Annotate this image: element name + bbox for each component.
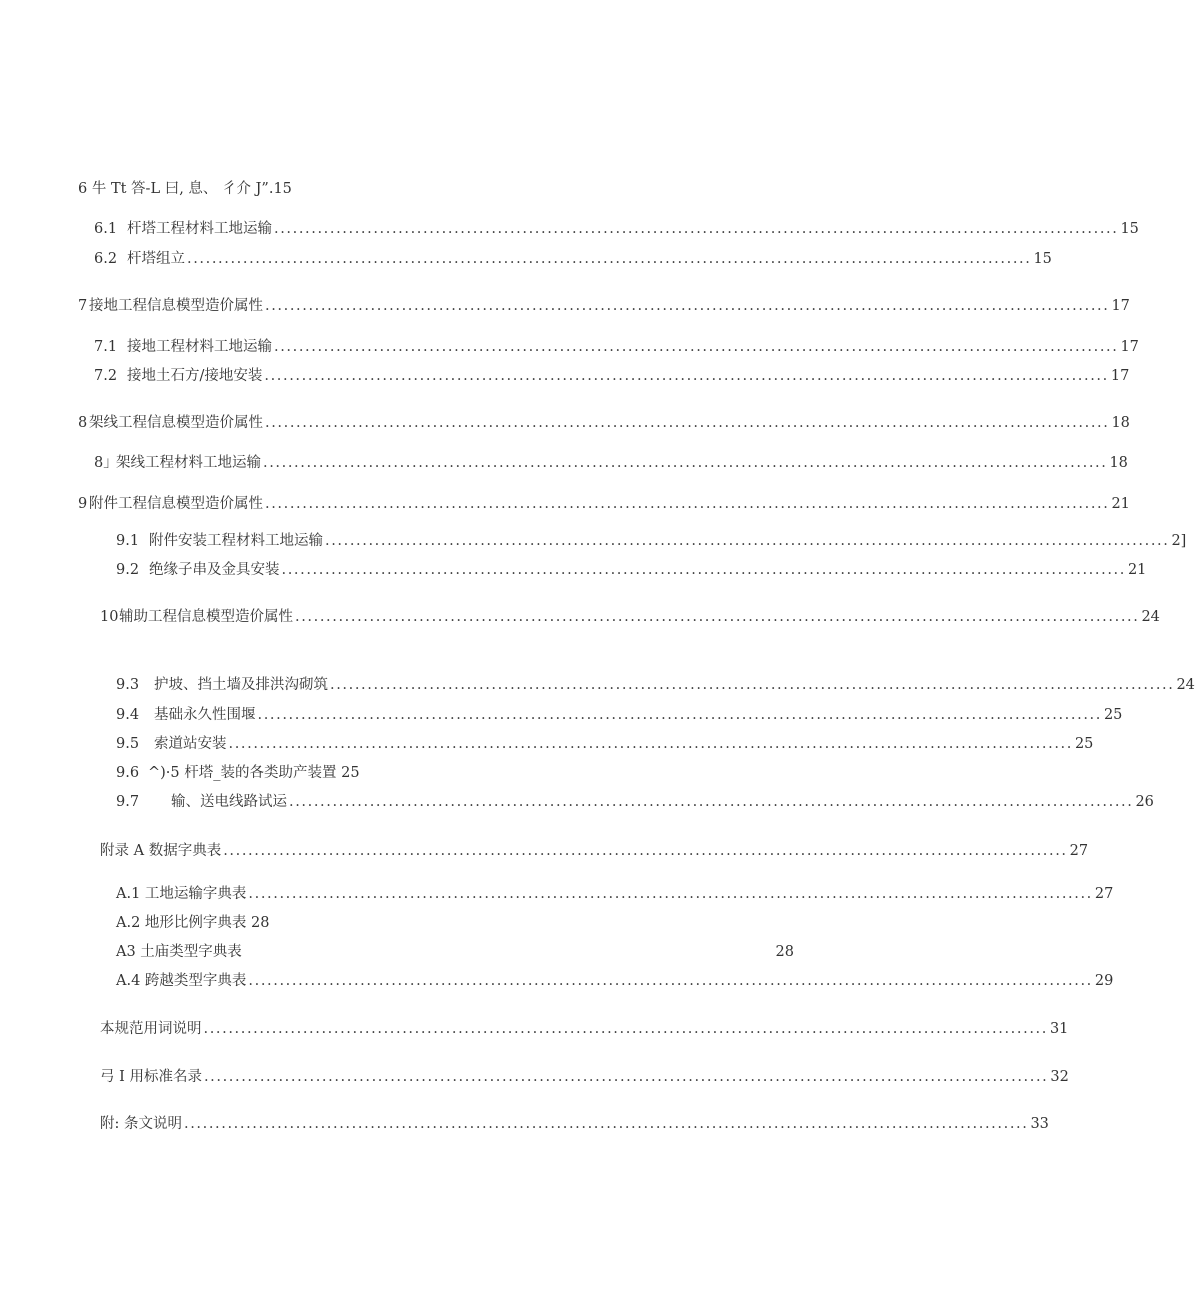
toc-entry-number: 6.1 [94,221,118,237]
toc-entry-page: 32 [1050,1069,1069,1085]
toc-entry-number: 9.1 [116,533,140,549]
leader-dots: ........................................................................................................................................ [264,368,1109,384]
leader-dots: ........................................................................................................................................ [257,707,1102,723]
leader-dots: ........................................................................................................................................ [274,339,1119,355]
toc-entry-9-5[interactable] [116,733,1094,755]
toc-entry-title: 本规范用词说明 [100,1021,202,1037]
toc-entry-number: 7.2 [94,368,118,384]
toc-entry-title: 附件安装工程材料工地运输 [149,533,323,549]
toc-entry-a-4[interactable] [116,970,1114,992]
leader-dots: ........................................................................................................................................ [223,843,1068,859]
toc-entry-number: 8 [78,415,88,431]
toc-entry-number: 9.7 [116,794,140,810]
toc-entry-number: 6.2 [94,251,118,267]
toc-entry-title: A.2 地形比例字典表 28 [116,915,270,931]
toc-entry-page: 24 [1141,609,1160,625]
leader-dots: ........................................................................................................................................ [289,794,1134,810]
toc-entry-page: 29 [1094,973,1114,989]
toc-entry-9-7[interactable] [116,791,1154,813]
toc-entry-title: 杆塔工程材料工地运输 [127,221,272,237]
toc-entry-6-2[interactable] [94,248,1052,270]
toc-entry-page: 17 [1111,298,1130,314]
leader-dots: ........................................................................................................................................ [228,736,1073,752]
toc-entry-title: 绝缘子串及金具安装 [149,562,280,578]
toc-entry-page: 25 [1074,736,1094,752]
toc-entry-page: 26 [1135,794,1154,810]
toc-entry-number: 10 [100,609,119,625]
toc-entry-a-2[interactable] [116,912,269,934]
toc-entry-7-2[interactable] [94,365,1130,387]
toc-entry-8[interactable] [78,412,1130,434]
leader-dots: ........................................................................................................................................ [248,973,1093,989]
toc-entry-title: 杆塔组立 [127,251,185,267]
toc-entry-9[interactable] [78,493,1130,515]
leader-dots: ........................................................................................................................................ [325,533,1170,549]
toc-entry-title: 辅助工程信息模型造价属性 [119,609,293,625]
toc-entry-title: A3 土庙类型字典表 [116,944,242,960]
toc-entry-title: 接地土石方/接地安装 [127,368,263,384]
toc-heading-6 [78,178,292,200]
toc-entry-page: 18 [1111,415,1130,431]
leader-dots: ........................................................................................................................................ [248,886,1093,902]
toc-entry-number: 7.1 [94,339,118,355]
toc-entry-title: A.4 跨越类型字典表 [116,973,247,989]
toc-entry-7-1[interactable] [94,336,1139,358]
toc-entry-page: 2] [1171,533,1187,549]
leader-dots: ........................................................................................................................................ [274,221,1119,237]
toc-entry-page: 28 [775,944,794,960]
toc-entry-number: 9.5 [116,736,140,752]
toc-entry-8-1[interactable] [94,452,1128,474]
leader-dots: ........................................................................................................................................ [281,562,1126,578]
toc-entry-title: 索道站安装 [154,736,227,752]
toc-entry-page: 33 [1030,1116,1049,1132]
toc-entry-10[interactable] [100,606,1160,628]
toc-entry-7[interactable] [78,295,1130,317]
toc-entry-title: A.1 工地运输字典表 [116,886,247,902]
toc-entry-a-1[interactable] [116,883,1114,905]
toc-entry-number: 7 [78,298,88,314]
toc-entry-9-6[interactable] [116,762,360,784]
toc-entry-page: 25 [1103,707,1123,723]
leader-dots: ........................................................................................................................................ [184,1116,1029,1132]
toc-entry-terms[interactable] [100,1018,1069,1040]
toc-entry-9-2[interactable] [116,559,1147,581]
toc-entry-title: ^)·5 杆塔_装的各类助产装置 25 [148,765,360,781]
toc-entry-title: 基础永久性围堰 [154,707,256,723]
leader-dots: ........................................................................................................................................ [203,1021,1048,1037]
leader-dots: ........................................................................................................................................ [330,677,1175,693]
toc-entry-page: 15 [1120,221,1139,237]
leader-dots: ........................................................................................................................................ [265,496,1110,512]
toc-entry-page: 18 [1109,455,1128,471]
leader-dots: ........................................................................................................................................ [203,1069,1049,1085]
toc-entry-page: 17 [1120,339,1139,355]
leader-dots: ........................................................................................................................................ [295,609,1140,625]
toc-entry-page: 17 [1110,368,1130,384]
toc-entry-title: 附录 A 数据字典表 [100,843,222,859]
toc-entry-number: 9.4 [116,707,140,723]
toc-entry-a-3[interactable] [116,941,794,963]
toc-entry-page: 21 [1127,562,1147,578]
toc-entry-number: 9.2 [116,562,140,578]
toc-entry-page: 21 [1111,496,1130,512]
toc-entry-title: 附件工程信息模型造价属性 [89,496,263,512]
toc-entry-appendix-a[interactable] [100,840,1089,862]
toc-entry-standards[interactable] [100,1066,1069,1088]
toc-entry-page: 24 [1176,677,1195,693]
leader-dots: ........................................................................................................................................ [265,298,1110,314]
toc-entry-title: 架线工程信息模型造价属性 [89,415,263,431]
toc-entry-title: 附: 条文说明 [100,1116,182,1132]
leader-dots: ........................................................................................................................................ [187,251,1032,267]
toc-entry-9-3[interactable] [116,674,1195,696]
toc-entry-page: 27 [1094,886,1114,902]
toc-entry-9-4[interactable] [116,704,1123,726]
leader-dots: ........................................................................................................................................ [263,455,1108,471]
toc-entry-title: 接地工程信息模型造价属性 [89,298,263,314]
toc-entry-page: 31 [1049,1021,1069,1037]
toc-entry-title: 架线工程材料工地运输 [116,455,261,471]
toc-entry-title: 接地工程材料工地运输 [127,339,272,355]
toc-entry-title: 弓 I 用标准名录 [100,1069,202,1085]
toc-entry-6-1[interactable] [94,218,1139,240]
toc-entry-number: 8」 [94,455,118,471]
toc-entry-number: 9.3 [116,677,140,693]
toc-entry-number: 9 [78,496,88,512]
toc-entry-page: 27 [1069,843,1089,859]
toc-entry-number: 9.6 [116,765,140,781]
toc-entry-explanation[interactable] [100,1113,1049,1135]
toc-entry-title: 输、送电线路试运 [171,794,287,810]
leader-dots: ........................................................................................................................................ [265,415,1110,431]
toc-heading-text: 6 牛 Tt 答-L 曰, 息、 彳介 J”.15 [78,181,292,197]
toc-entry-title: 护坡、挡土墙及排洪沟砌筑 [154,677,328,693]
toc-entry-9-1[interactable] [116,530,1187,552]
toc-entry-page: 15 [1033,251,1052,267]
